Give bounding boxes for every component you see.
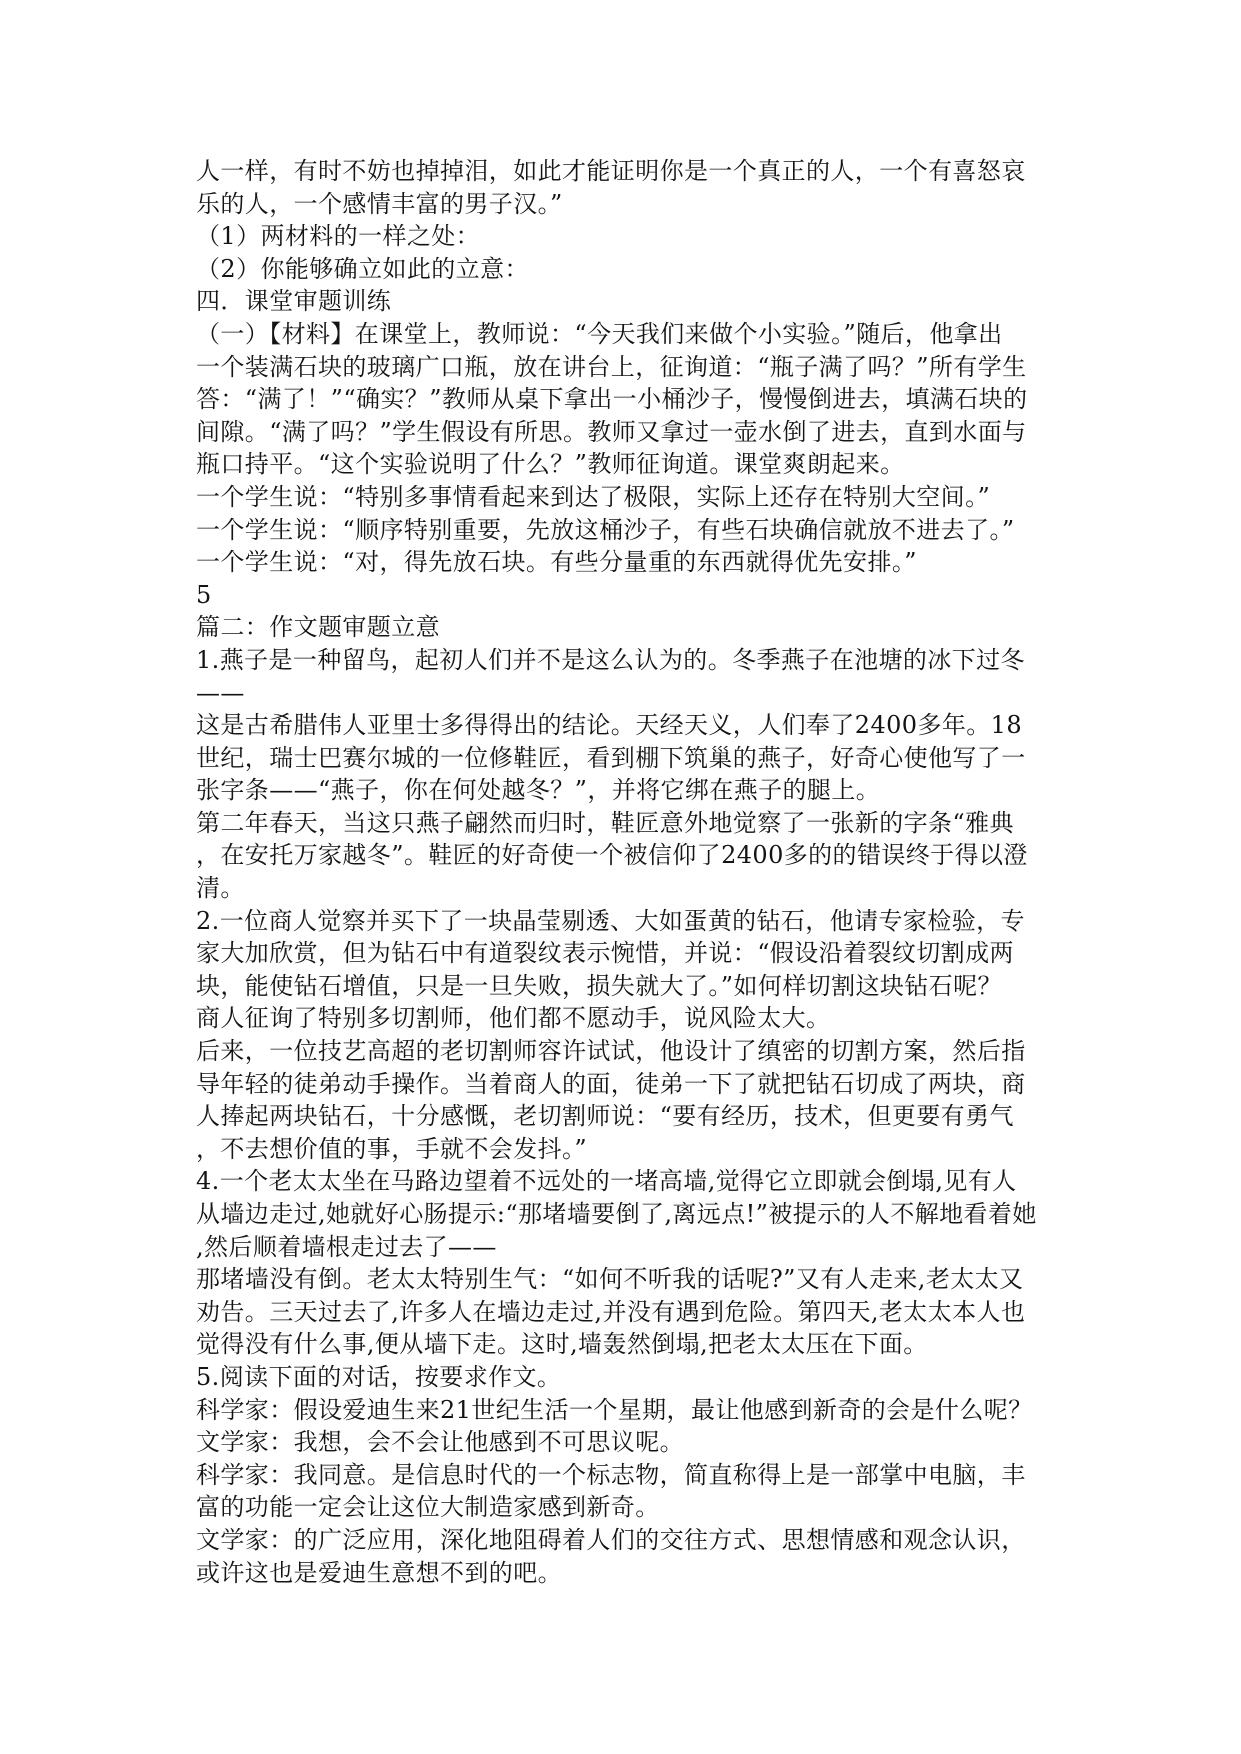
text-line: 一个装满石块的玻璃广口瓶，放在讲台上，征询道：“瓶子满了吗？”所有学生: [196, 352, 1027, 381]
text-line: （2）你能够确立如此的立意：: [196, 254, 529, 283]
text-line: 劝告。三天过去了,许多人在墙边走过,并没有遇到危险。第四天,老太太本人也: [196, 1297, 1026, 1326]
text-line: 清。: [196, 874, 245, 903]
text-line: 文学家：我想，会不会让他感到不可思议呢。: [196, 1428, 684, 1457]
text-line: 5: [196, 580, 212, 609]
text-line: 世纪，瑞士巴赛尔城的一位修鞋匠，看到棚下筑巢的燕子，好奇心使他写了一: [196, 743, 1026, 772]
text-line: 科学家：我同意。是信息时代的一个标志物，简直称得上是一部掌中电脑，丰: [196, 1460, 1026, 1489]
text-line: 导年轻的徒弟动手操作。当着商人的面，徒弟一下了就把钻石切成了两块，商: [196, 1069, 1026, 1098]
text-line: 张字条——“燕子，你在何处越冬？”，并将它绑在燕子的腿上。: [196, 776, 881, 805]
text-line: 4.一个老太太坐在马路边望着不远处的一堵高墙,觉得它立即就会倒塌,见有人: [196, 1167, 1017, 1196]
text-line: ——: [196, 678, 245, 707]
text-line: 那堵墙没有倒。老太太特别生气：“如何不听我的话呢?”又有人走来,老太太又: [196, 1265, 1024, 1294]
text-line: 块，能使钻石增值，只是一旦失败，损失就大了。”如何样切割这块钻石呢？: [196, 971, 1002, 1000]
text-line: 富的功能一定会让这位大制造家感到新奇。: [196, 1493, 660, 1522]
text-line: 后来，一位技艺高超的老切割师容许试试，他设计了缜密的切割方案，然后指: [196, 1037, 1026, 1066]
text-line: 家大加欣赏，但为钻石中有道裂纹表示惋惜，并说：“假设沿着裂纹切割成两: [196, 939, 1014, 968]
text-line: 科学家：假设爱迪生来21世纪生活一个星期，最让他感到新奇的会是什么呢？: [196, 1395, 1033, 1424]
text-line: 这是古希腊伟人亚里士多得得出的结论。天经天义，人们奉了2400多年。18: [196, 711, 1023, 740]
text-line: （一）【材料】在课堂上，教师说：“今天我们来做个小实验。”随后，他拿出: [196, 319, 1003, 348]
text-line: 商人征询了特别多切割师，他们都不愿动手，说风险太大。: [196, 1004, 831, 1033]
text-line: 乐的人，一个感情丰富的男子汉。”: [196, 189, 563, 218]
text-line: 答：“满了！”“确实？”教师从桌下拿出一小桶沙子，慢慢倒进去，填满石块的: [196, 385, 1028, 414]
text-line: 四．课堂审题训练: [196, 287, 392, 316]
text-line: 一个学生说：“对，得先放石块。有些分量重的东西就得优先安排。”: [196, 548, 917, 577]
text-line: 从墙边走过,她就好心肠提示:“那堵墙要倒了,离远点!”被提示的人不解地看着她: [196, 1200, 1037, 1228]
text-line: 觉得没有什么事,便从墙下走。这时,墙轰然倒塌,把老太太压在下面。: [196, 1330, 928, 1359]
text-line: 篇二：作文题审题立意: [196, 613, 440, 642]
text-line: 第二年春天，当这只燕子翩然而归时，鞋匠意外地觉察了一张新的字条“雅典: [196, 808, 1014, 837]
text-line: 人一样，有时不妨也掉掉泪，如此才能证明你是一个真正的人，一个有喜怒哀: [196, 157, 1026, 185]
text-line: ,然后顺着墙根走过去了——: [196, 1232, 497, 1261]
text-line: ，在安托万家越冬”。鞋匠的好奇使一个被信仰了2400多的的错误终于得以澄: [196, 841, 1028, 870]
text-line: 瓶口持平。“这个实验说明了什么？”教师征询道。课堂爽朗起来。: [196, 450, 905, 479]
text-line: 间隙。“满了吗？”学生假设有所思。教师又拿过一壶水倒了进去，直到水面与: [196, 417, 1027, 446]
text-line: 人捧起两块钻石，十分感慨，老切割师说：“要有经历，技术，但更要有勇气: [196, 1102, 1014, 1131]
document-body: [196, 155, 1056, 1589]
text-line: 文学家：的广泛应用，深化地阻碍着人们的交往方式、思想情感和观念认识，: [196, 1525, 1026, 1554]
text-line: ，不去想价值的事，手就不会发抖。”: [196, 1134, 588, 1163]
text-line: （1）两材料的一样之处：: [196, 222, 481, 251]
text-line: 一个学生说：“顺序特别重要，先放这桶沙子，有些石块确信就放不进去了。”: [196, 515, 1015, 544]
text-line: 2.一位商人觉察并买下了一块晶莹剔透、大如蛋黄的钻石，他请专家检验，专: [196, 906, 1025, 935]
text-line: 5.阅读下面的对话，按要求作文。: [196, 1362, 562, 1391]
text-line: 一个学生说：“特别多事情看起来到达了极限，实际上还存在特别大空间。”: [196, 482, 991, 511]
text-line: 1.燕子是一种留鸟，起初人们并不是这么认为的。冬季燕子在池塘的冰下过冬: [196, 645, 1025, 674]
text-line: 或许这也是爱迪生意想不到的吧。: [196, 1558, 562, 1587]
